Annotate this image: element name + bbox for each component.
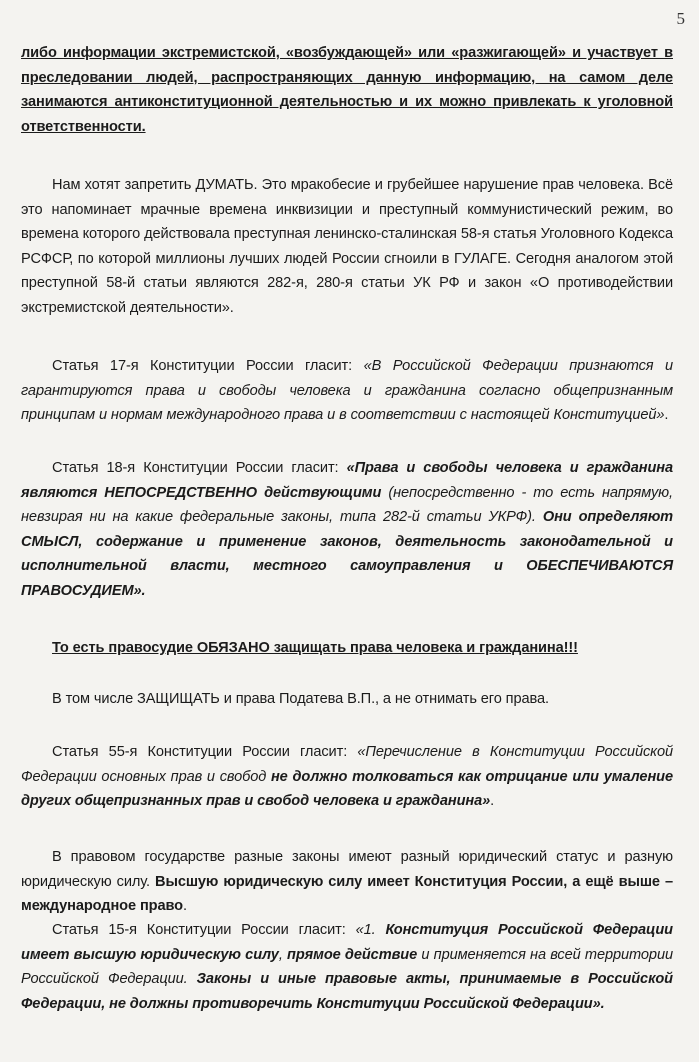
article-55-quote-1: «Перечисление в Конституции Российской Федерации основных прав и свобод [21,744,673,785]
article-15-quote-bold-2: прямое действие [287,946,418,963]
paragraph-2 [21,173,673,320]
paragraph-6 [21,687,673,712]
paragraph-6-text: В том числе ЗАЩИЩАТЬ и права Податева В.П., а не отнимать его права. [52,691,549,707]
paragraph-7-intro: Статья 55-я Конституции России гласит: [52,744,358,760]
paragraph-3 [21,354,673,428]
paragraph-4 [21,456,673,603]
paragraph-7-end: . [490,793,495,809]
article-17-quote: «В Российской Федерации признаются и гарантируются права и свободы человека и гражданина согласно общепризнанным принципам и нормам международного права и в соответствии с настоящей Конституцией» [21,358,673,423]
article-15-quote-bold-1: Конституция Российской Федерации имеет высшую юридическую силу [21,922,673,963]
paragraph-5 [21,636,673,661]
paragraph-3-intro: Статья 17-я Конституции России гласит: [52,358,364,374]
paragraph-1-text: либо информации экстремистской, «возбуждающей» или «разжигающей» и участвует в преследовании людей, распространяющих данную информацию, на самом деле занимаются антиконституционной деятельностью и их можно привлекать к уголовной ответственности. [21,45,673,135]
paragraph-8 [21,845,673,919]
paragraph-8-intro: В правовом государстве разные законы имеют разный юридический статус и разную юридическую силу. [21,849,673,890]
article-55-quote-2: не должно толковаться как отрицание или умаление других общепризнанных прав и свобод человека и гражданина» [21,768,673,809]
article-18-quote-2: Они определяют СМЫСЛ, содержание и применение законов, деятельность законодательной и исполнительной власти, местного самоуправления и ОБЕСПЕЧИВАЮТСЯ ПРАВОСУДИЕМ». [21,509,673,599]
article-18-comment: (непосредственно - то есть напрямую, невзирая ни на какие федеральные законы, типа 282-й статьи УКРФ). [21,484,673,525]
article-18-quote-1: «Права и свободы человека и гражданина являются НЕПОСРЕДСТВЕННО действующими [21,460,673,501]
article-15-quote-middle: и применяется на всей территории Российской Федерации. [21,946,673,987]
article-15-quote-start: «1. [355,922,386,938]
paragraph-9 [21,918,673,1016]
paragraph-8-end: . [183,898,187,914]
paragraph-4-intro: Статья 18-я Конституции России гласит: [52,460,347,476]
paragraph-1 [21,41,673,139]
page-number: 5 [676,9,685,28]
article-15-quote-comma: , [278,946,288,963]
paragraph-7 [21,740,673,814]
justice-statement: То есть правосудие ОБЯЗАНО защищать права человека и гражданина!!! [52,640,578,656]
paragraph-8-bold: Высшую юридическую силу имеет Конституция России, а ещё выше – международное право [21,873,673,914]
paragraph-9-intro: Статья 15-я Конституции России гласит: [52,922,356,938]
paragraph-2-text: Нам хотят запретить ДУМАТЬ. Это мракобесие и грубейшее нарушение прав человека. Всё это напоминает мрачные времена инквизиции и преступный коммунистический режим, во времена которого действовала преступная ленинско-сталинская 58-я статья Уголовного Кодекса РСФСР, по которой миллионы лучших людей России сгноили в ГУЛАГЕ. Сегодня аналогом этой преступной 58-й статьи являются 282-я, 280-я статьи УК РФ и закон «О противодействии экстремистской деятельности». [21,177,673,316]
paragraph-3-end: . [664,407,669,423]
article-15-quote-bold-3: Законы и иные правовые акты, принимаемые в Российской Федерации, не должны противоречить Конституции Российской Федерации». [21,971,673,1012]
